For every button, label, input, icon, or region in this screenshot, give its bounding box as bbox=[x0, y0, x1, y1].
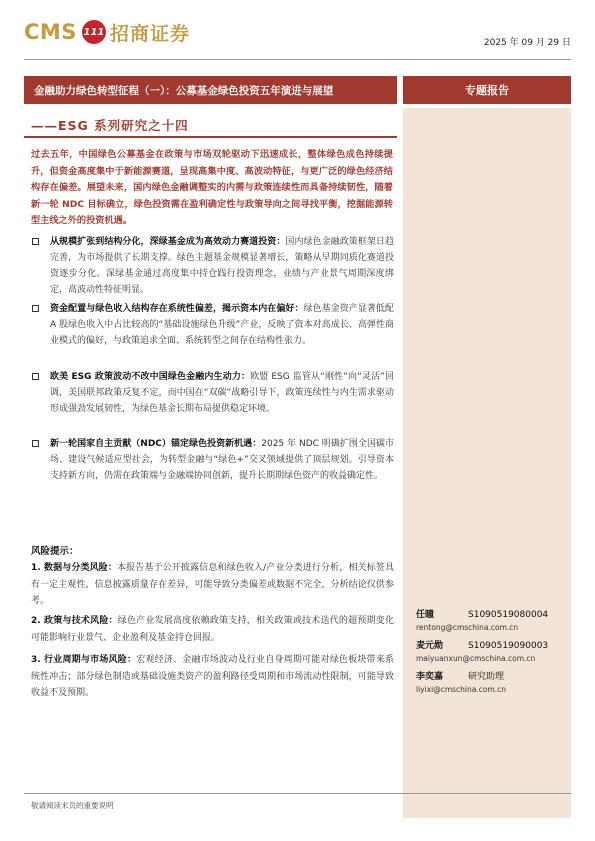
analyst-email[interactable]: maiyuanxun@cmschina.com.cn bbox=[416, 654, 536, 663]
risk-lead: 2. 政策与技术风险： bbox=[31, 616, 118, 626]
bullet-item bbox=[32, 436, 394, 484]
analyst-entry bbox=[416, 609, 566, 633]
bullet-lead: 新一轮国家自主贡献（NDC）锚定绿色投资新机遇： bbox=[50, 439, 262, 449]
report-subtitle: ——ESG 系列研究之十四 bbox=[31, 118, 189, 133]
risk-title: 风险提示： bbox=[31, 546, 79, 557]
subtitle-divider bbox=[24, 136, 397, 138]
bullet-item bbox=[32, 369, 394, 417]
report-type: 专题报告 bbox=[465, 84, 509, 97]
footer-disclaimer: 敬请阅读末页的重要说明 bbox=[31, 801, 114, 810]
analyst-list bbox=[416, 609, 566, 702]
analyst-name: 麦元勋 bbox=[416, 641, 444, 651]
checkbox-bullet-icon bbox=[32, 373, 39, 380]
analyst-email[interactable]: liyixi@cmschina.com.cn bbox=[416, 685, 507, 694]
analyst-email[interactable]: rentong@cmschina.com.cn bbox=[416, 623, 519, 632]
bullet-item bbox=[32, 301, 394, 349]
analyst-name: 任瞳 bbox=[416, 610, 435, 620]
risk-lead: 1. 数据与分类风险： bbox=[31, 563, 117, 573]
analyst-id: S1090519090003 bbox=[468, 641, 549, 651]
report-type-bar bbox=[403, 76, 571, 104]
report-title: 金融助力绿色转型征程（一）：公募基金绿色投资五年演进与展望 bbox=[34, 84, 334, 97]
brand-badge-icon: 111 bbox=[82, 20, 106, 44]
risk-item bbox=[31, 652, 394, 702]
analyst-entry bbox=[416, 671, 566, 695]
analyst-id: S1090519080004 bbox=[468, 610, 549, 620]
bullet-text: 欧盟 ESG 监管从“刚性”向“灵活”回调，美国联邦政策反复不定，而中国在“双碳”战略引导下，政策连续性与内生需求驱动形成强劲发展韧性，为绿色基金长期布局提供稳定环境。 bbox=[50, 372, 394, 414]
checkbox-bullet-icon bbox=[32, 305, 39, 312]
header-divider bbox=[24, 59, 571, 60]
brand-chinese: 招商证券 bbox=[109, 22, 190, 45]
analyst-name: 李奕嘉 bbox=[416, 672, 444, 682]
bullet-text: 2025 年 NDC 明确扩围全国碳市场、建设气候适应型社会，为转型金融与“绿色+”交叉领域提供了顶层规划。引导资本支持新方向，仍需在政策端与金融端协同创新，提升长期期绿色资产的收益确定性。 bbox=[50, 439, 395, 481]
risk-item bbox=[31, 560, 394, 610]
analyst-role: 研究助理 bbox=[468, 672, 505, 682]
bullet-lead: 资金配置与绿色收入结构存在系统性偏差，揭示资本内在偏好： bbox=[50, 304, 304, 314]
bullet-text: 绿色基金资产显著低配 A 股绿色收入中占比较高的“基础设施绿色升级”产业，反映了资本对高成长、高弹性商业模式的偏好，与政策追求全面、系统转型之间存在结构性张力。 bbox=[50, 304, 394, 346]
bullet-text: 国内绿色金融政策框架日趋完善，为市场提供了长期支撑。绿色主题基金规模显著增长，策略从早期同质化赛道投资逐步分化。深绿基金通过高度集中持仓践行投资理念，业绩与产业景气周期深度绑定，高波动性特征明显。 bbox=[50, 237, 394, 295]
risk-text: 本报告基于公开披露信息和绿色收入/产业分类进行分析，相关标签具有一定主观性，信息披露质量存在差异，可能导致分类偏差或数据不完全，分析结论仅供参考。 bbox=[31, 563, 394, 606]
risk-item bbox=[31, 613, 394, 646]
risk-text: 宏观经济、金融市场波动及行业自身周期可能对绿色板块带来系统性冲击；部分绿色制造或基础设施类资产的盈利路径受周期和市场流动性限制，可能导致收益不及预期。 bbox=[31, 655, 394, 698]
bullet-lead: 欧美 ESG 政策波动不改中国绿色金融内生动力： bbox=[50, 372, 251, 382]
risk-text: 绿色产业发展高度依赖政策支持，相关政策或技术迭代的超预期变化可能影响行业景气、企业盈利及基金持仓回报。 bbox=[31, 616, 394, 643]
report-date: 2025 年 09 月 29 日 bbox=[483, 38, 571, 48]
brand-latin: CMS bbox=[24, 20, 77, 44]
title-bar bbox=[24, 76, 397, 104]
sidebar-panel bbox=[403, 108, 571, 818]
brand-logo bbox=[24, 18, 190, 46]
analyst-entry bbox=[416, 640, 566, 664]
summary-paragraph: 过去五年，中国绿色公募基金在政策与市场双轮驱动下迅速成长，整体绿色成色持续提升，但资金高度集中于新能源赛道，呈现高集中度、高波动特征，与更广泛的绿色经济结构存在偏差。展望未来，国内绿色金融调整实的内需与政策连续性而具备持续韧性，随着新一轮 NDC 目标确立，绿色投资需在盈利确定性与政策导向之间寻找平衡，挖掘能源转型主线之外的投资机遇。 bbox=[31, 149, 393, 226]
bullet-item bbox=[32, 234, 394, 298]
checkbox-bullet-icon bbox=[32, 440, 39, 447]
checkbox-bullet-icon bbox=[32, 238, 39, 245]
bullet-lead: 从规模扩张到结构分化，深绿基金成为高效动力赛道投资： bbox=[50, 237, 286, 247]
risk-lead: 3. 行业周期与市场风险： bbox=[31, 655, 137, 665]
footer-divider bbox=[24, 793, 571, 794]
